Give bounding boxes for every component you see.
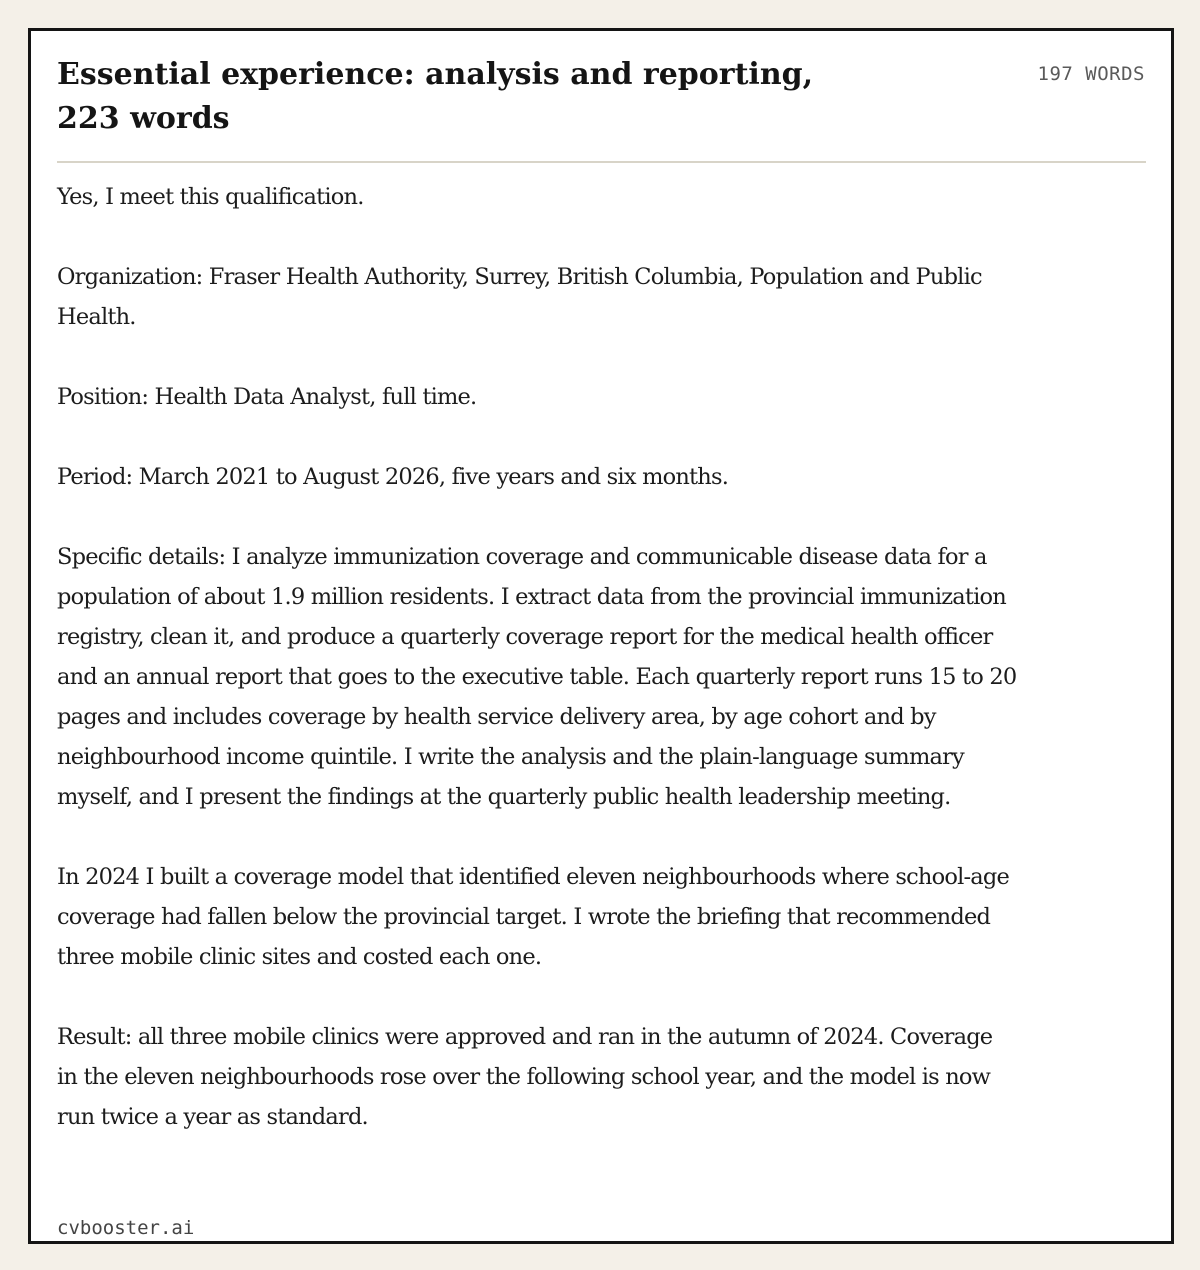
- paragraph-organization: Organization: Fraser Health Authority, Surrey, British Columbia, Population and Public Health.: [57, 264, 982, 330]
- paragraph-details: Specific details: I analyze immunization coverage and communicable disease data for a population of about 1.9 million residents. I extract data from the provincial immunization registry, clean it, and produce a quarterly coverage report for the medical health officer and an annual report that goes to the executive table. Each quarterly report runs 15 to 20 pages and includes coverage by health service delivery area, by age cohort and by neighbourhood income quintile. I write the analysis and the plain-language summary myself, and I present the findings at the quarterly public health leadership meeting.: [57, 544, 1017, 810]
- footer-brand: cvbooster.ai: [57, 1217, 195, 1239]
- paragraph-position: Position: Health Data Analyst, full time.: [57, 384, 477, 410]
- answer-card: [28, 28, 1174, 1244]
- answer-body: [57, 177, 1017, 1177]
- paragraph-model: In 2024 I built a coverage model that identified eleven neighbourhoods where school-age coverage had fallen below the provincial target. I wrote the briefing that recommended three mobile clinic sites and costed each one.: [57, 864, 1009, 970]
- paragraph-period: Period: March 2021 to August 2026, five years and six months.: [57, 464, 729, 490]
- card-title: Essential experience: analysis and reporting, 223 words: [57, 57, 814, 136]
- header-divider: [57, 161, 1146, 163]
- paragraph-result: Result: all three mobile clinics were approved and ran in the autumn of 2024. Coverage in the eleven neighbourhoods rose over the following school year, and the model is now run twice a year as standard.: [57, 1024, 993, 1130]
- card-header: [57, 53, 1145, 161]
- word-count-badge: 197 WORDS: [1037, 63, 1145, 85]
- paragraph-qualification: Yes, I meet this qualification.: [57, 184, 364, 210]
